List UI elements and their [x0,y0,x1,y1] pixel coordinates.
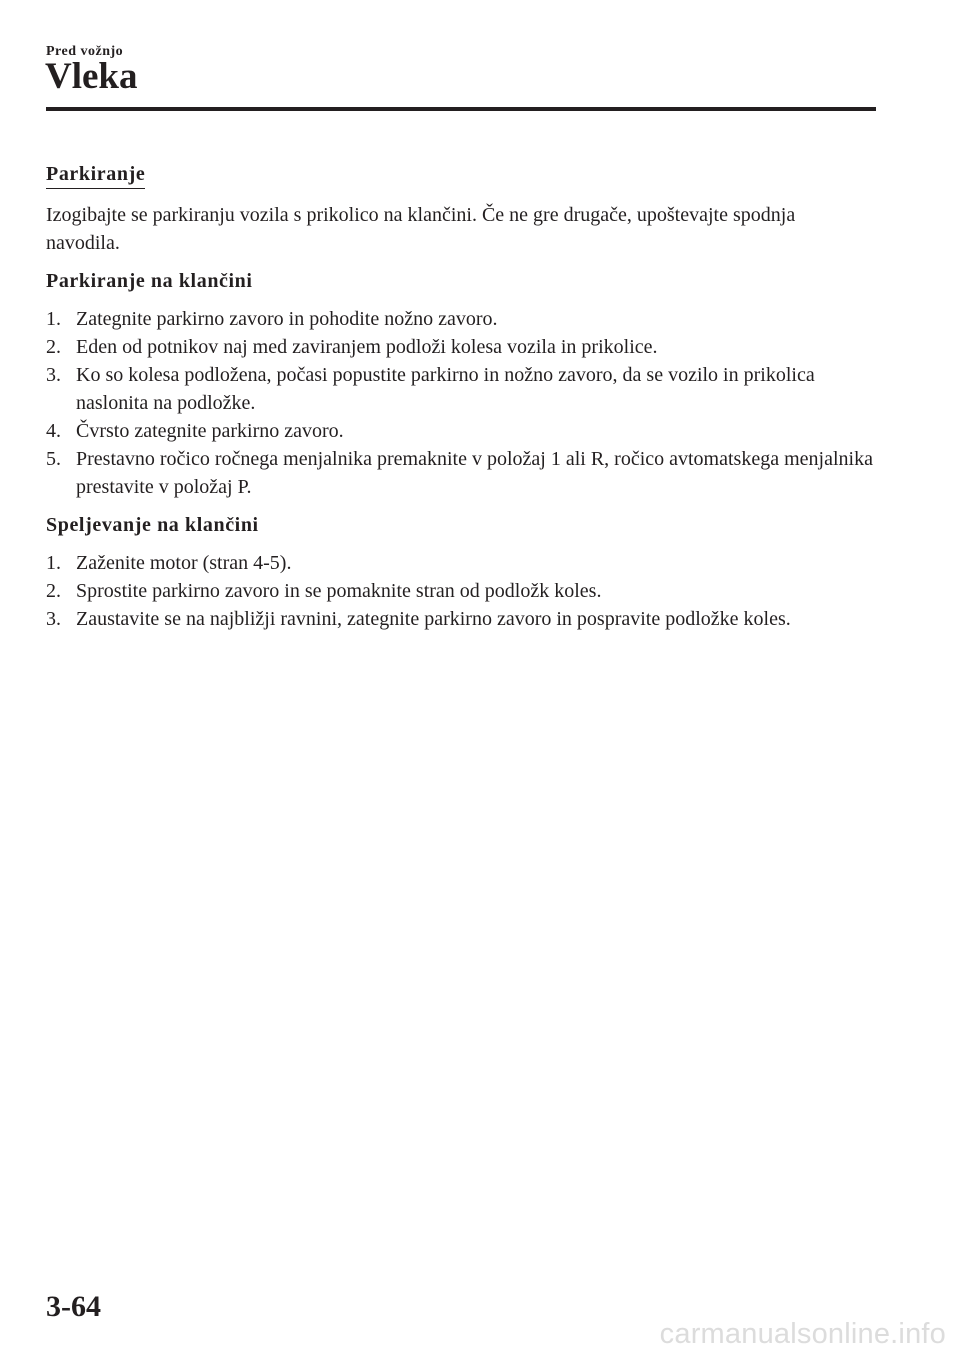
parking-steps-list [46,305,886,501]
step-number: 1. [46,308,61,330]
step-number: 2. [46,336,61,358]
departing-steps-list [46,549,886,633]
main-content [46,160,886,633]
step-text: Sprostite parkirno zavoro in se pomaknite stran od podložk koles. [76,580,602,602]
list-item [46,605,886,633]
step-text: Čvrsto zategnite parkirno zavoro. [76,420,344,442]
step-text: Prestavno ročico ročnega menjalnika premaknite v položaj 1 ali R, ročico avtomatskega menjalnika prestavite v položaj P. [76,448,873,498]
section-label: Pred vožnjo [46,44,124,59]
step-number: 2. [46,580,61,602]
parking-heading: Parkiranje na klančini [46,270,253,292]
step-text: Zaustavite se na najbližji ravnini, zategnite parkirno zavoro in pospravite podložke koles. [76,608,791,630]
step-number: 3. [46,608,61,630]
departing-heading: Speljevanje na klančini [46,514,259,536]
header-divider [46,107,876,111]
list-item [46,577,886,605]
page-number: 3-64 [46,1290,101,1323]
step-text: Ko so kolesa podložena, počasi popustite parkirno in nožno zavoro, da se vozilo in prikolica naslonita na podložke. [76,364,815,414]
step-text: Zaženite motor (stran 4-5). [76,552,292,574]
list-item [46,333,886,361]
subsection-title: Parkiranje [46,162,145,189]
list-item [46,549,886,577]
step-number: 3. [46,364,61,386]
step-number: 5. [46,448,61,470]
step-number: 4. [46,420,61,442]
step-number: 1. [46,552,61,574]
page-title: Vleka [45,56,138,97]
watermark: carmanualsonline.info [659,1318,946,1350]
list-item [46,417,886,445]
list-item [46,305,886,333]
list-item [46,445,886,501]
list-item [46,361,886,417]
intro-paragraph: Izogibajte se parkiranju vozila s prikolico na klančini. Če ne gre drugače, upoštevajte spodnja navodila. [46,204,796,254]
step-text: Zategnite parkirno zavoro in pohodite nožno zavoro. [76,308,498,330]
step-text: Eden od potnikov naj med zaviranjem podloži kolesa vozila in prikolice. [76,336,658,358]
